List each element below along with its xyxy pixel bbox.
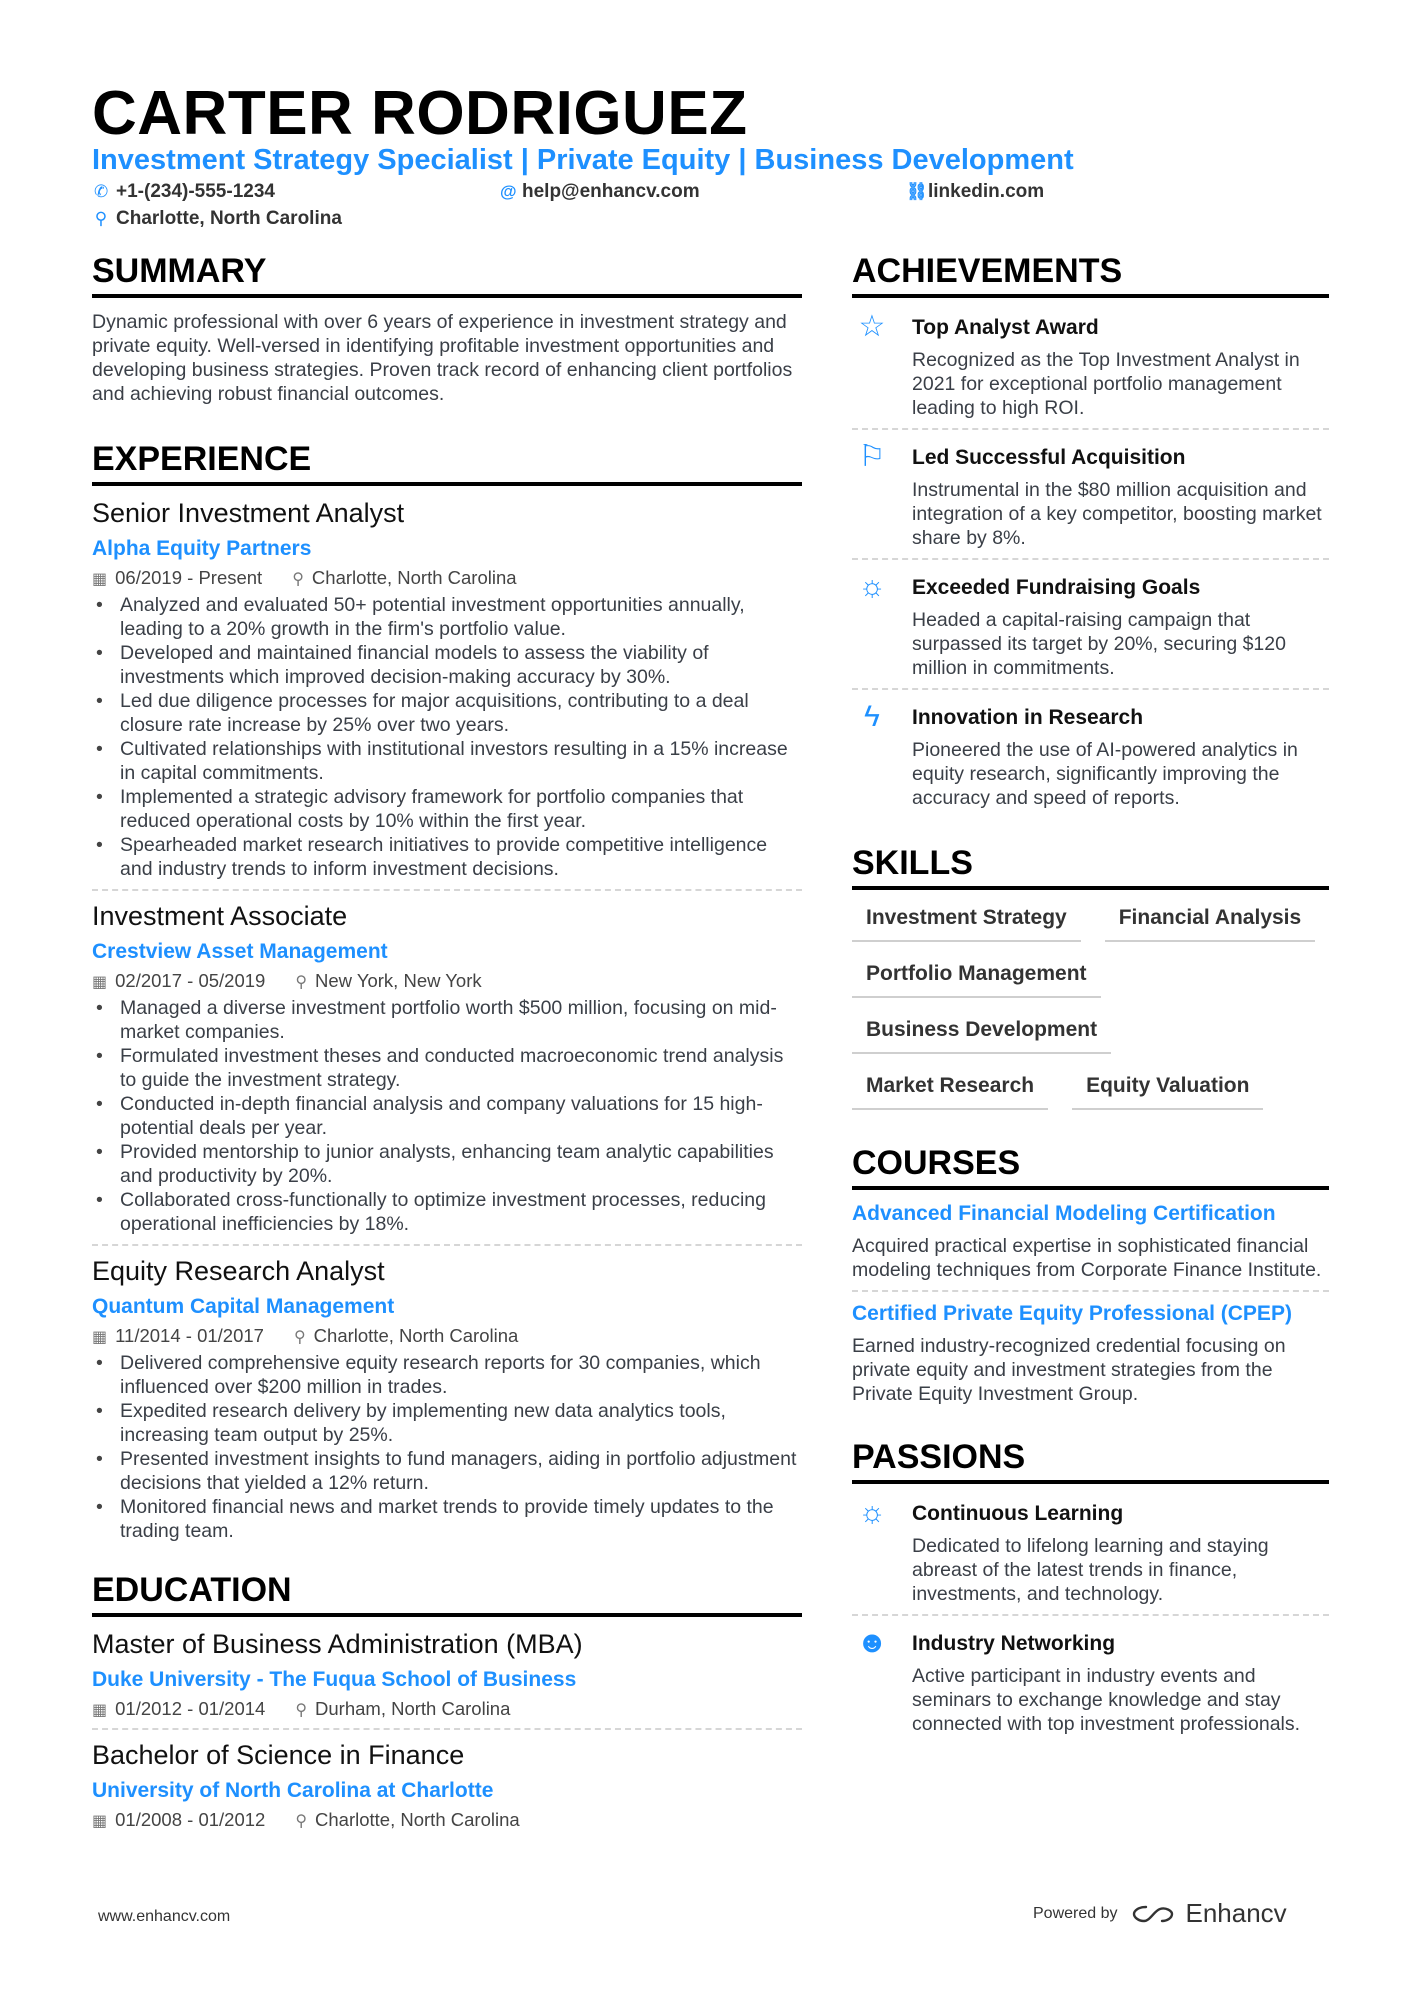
bullet-item: • Formulated investment theses and conducted macroeconomic trend analysis to guide the investment strategy.: [92, 1044, 802, 1092]
company-name: Crestview Asset Management: [92, 940, 388, 963]
footer-website[interactable]: www.enhancv.com: [98, 1908, 231, 1925]
skill-tag: Equity Valuation: [1072, 1070, 1263, 1110]
location-pin-icon: ⚲: [295, 1702, 308, 1719]
job-entry: [92, 901, 802, 1236]
divider: [92, 1728, 802, 1730]
job-bullets: [92, 1351, 802, 1543]
star-icon: ☆: [858, 310, 886, 343]
linkedin-text[interactable]: linkedin.com: [928, 181, 1045, 202]
phone-icon: ✆: [94, 182, 109, 201]
candidate-name: CARTER RODRIGUEZ: [92, 79, 748, 148]
phone-text: +1-(234)-555-1234: [116, 181, 275, 202]
lightning-icon: ϟ: [864, 700, 880, 733]
bullet-item: • Led due diligence processes for major acquisitions, contributing to a deal closure rate increase by 25% over two years.: [92, 689, 802, 737]
tagline: Investment Strategy Specialist | Private Equity | Business Development: [92, 144, 1074, 176]
divider: [92, 889, 802, 891]
education-location: Durham, North Carolina: [315, 1698, 511, 1719]
location-pin-icon: ⚲: [293, 1329, 306, 1346]
powered-by-label: Powered by: [1033, 1904, 1118, 1922]
calendar-icon: ▦: [92, 1702, 108, 1719]
skills-heading: SKILLS: [852, 844, 1329, 890]
location-pin-icon: ⚲: [295, 974, 308, 991]
course-title: Certified Private Equity Professional (CPEP): [852, 1302, 1292, 1325]
bullet-item: • Monitored financial news and market trends to provide timely updates to the trading team.: [92, 1495, 802, 1543]
education-meta: [92, 1698, 802, 1720]
achievements-heading: ACHIEVEMENTS: [852, 252, 1329, 298]
job-dates: 11/2014 - 01/2017: [115, 1325, 264, 1346]
passion-desc: Active participant in industry events and seminars to exchange knowledge and stay connected with top investment professionals.: [912, 1665, 1301, 1735]
contact-location: [94, 208, 342, 230]
achievement-title: Innovation in Research: [912, 706, 1144, 729]
passion-title: Continuous Learning: [912, 1502, 1124, 1525]
education-dates: 01/2008 - 01/2012: [115, 1809, 266, 1830]
job-title: Investment Associate: [92, 901, 348, 931]
bullet-item: • Conducted in-depth financial analysis and company valuations for 15 high-potential deals per year.: [92, 1092, 802, 1140]
job-meta: [92, 1325, 802, 1347]
passion-item: [852, 1496, 1329, 1606]
experience-heading: EXPERIENCE: [92, 440, 802, 486]
summary-heading: SUMMARY: [92, 252, 802, 298]
degree-title: Master of Business Administration (MBA): [92, 1629, 583, 1659]
divider: [852, 558, 1329, 560]
flag-icon: ⚐: [858, 440, 886, 473]
achievement-item: [852, 700, 1329, 810]
achievement-desc: Pioneered the use of AI-powered analytics in equity research, significantly improving the accuracy and speed of reports.: [912, 739, 1298, 809]
achievement-title: Exceeded Fundraising Goals: [912, 576, 1201, 599]
brand-name: Enhancv: [1185, 1898, 1287, 1928]
skills-list: [852, 902, 1329, 1110]
course-title: Advanced Financial Modeling Certification: [852, 1202, 1276, 1225]
at-icon: @: [500, 182, 517, 201]
divider: [852, 1614, 1329, 1616]
achievement-title: Led Successful Acquisition: [912, 446, 1186, 469]
bullet-item: • Expedited research delivery by implementing new data analytics tools, increasing team output by 25%.: [92, 1399, 802, 1447]
skill-tag: Financial Analysis: [1105, 902, 1315, 942]
achievement-item: [852, 310, 1329, 420]
education-entry: [92, 1740, 802, 1831]
right-column: [852, 252, 1329, 1736]
email-text[interactable]: help@enhancv.com: [522, 181, 700, 202]
education-heading: EDUCATION: [92, 1571, 802, 1617]
lightbulb-icon: ☼: [858, 1496, 886, 1529]
education-dates: 01/2012 - 01/2014: [115, 1698, 266, 1719]
achievement-item: [852, 440, 1329, 550]
job-bullets: [92, 593, 802, 881]
bullet-item: • Delivered comprehensive equity research reports for 30 companies, which influenced over $200 million in trades.: [92, 1351, 802, 1399]
course-item: [852, 1202, 1329, 1282]
bullet-item: • Managed a diverse investment portfolio worth $500 million, focusing on mid-market companies.: [92, 996, 802, 1044]
job-location: Charlotte, North Carolina: [313, 1325, 519, 1346]
location-pin-icon: ⚲: [292, 571, 304, 588]
education-location: Charlotte, North Carolina: [315, 1809, 520, 1830]
skill-tag: Investment Strategy: [852, 902, 1081, 942]
calendar-icon: ▦: [92, 1329, 108, 1346]
degree-title: Bachelor of Science in Finance: [92, 1740, 465, 1770]
bullet-item: • Collaborated cross-functionally to optimize investment processes, reducing operational inefficiencies by 18%.: [92, 1188, 802, 1236]
job-title: Senior Investment Analyst: [92, 498, 405, 528]
divider: [852, 428, 1329, 430]
location-pin-icon: ⚲: [94, 209, 108, 228]
calendar-icon: ▦: [92, 571, 108, 588]
bullet-item: • Spearheaded market research initiatives to provide competitive intelligence and industry trends to inform investment decisions.: [92, 833, 802, 881]
lightbulb-icon: ☼: [858, 570, 886, 603]
link-icon: ⛓: [906, 182, 928, 201]
education-meta: [92, 1809, 802, 1831]
divider: [852, 1290, 1329, 1292]
enhancv-logo-icon: [1132, 1903, 1178, 1925]
skill-tag: Market Research: [852, 1070, 1048, 1110]
company-name: Quantum Capital Management: [92, 1295, 395, 1318]
summary-text: Dynamic professional with over 6 years of experience in investment strategy and private equity. Well-versed in identifying profitable investment opportunities and developing business strategies. Proven track record of enhancing client portfolios and achieving robust financial outcomes.: [92, 311, 793, 405]
contact-linkedin[interactable]: [906, 181, 1044, 203]
bullet-item: • Developed and maintained financial models to assess the viability of investments which improved decision-making accuracy by 30%.: [92, 641, 802, 689]
bullet-item: • Provided mentorship to junior analysts, enhancing team analytic capabilities and productivity by 20%.: [92, 1140, 802, 1188]
school-name: University of North Carolina at Charlotte: [92, 1779, 494, 1802]
contact-phone: [94, 181, 275, 203]
job-meta: [92, 970, 802, 992]
job-bullets: [92, 996, 802, 1236]
achievement-desc: Headed a capital-raising campaign that surpassed its target by 20%, securing $120 million in commitments.: [912, 609, 1286, 679]
achievement-item: [852, 570, 1329, 680]
job-dates: 06/2019 - Present: [115, 567, 263, 588]
footer-branding: [1033, 1898, 1287, 1929]
bullet-item: • Cultivated relationships with institutional investors resulting in a 15% increase in capital commitments.: [92, 737, 802, 785]
passion-title: Industry Networking: [912, 1632, 1116, 1655]
calendar-icon: ▦: [92, 1813, 108, 1830]
job-title: Equity Research Analyst: [92, 1256, 385, 1286]
achievement-desc: Instrumental in the $80 million acquisition and integration of a key competitor, boosting market share by 8%.: [912, 479, 1322, 549]
head-icon: ☻: [856, 1626, 888, 1659]
education-entry: [92, 1629, 802, 1720]
skill-tag: Business Development: [852, 1014, 1111, 1054]
divider: [852, 688, 1329, 690]
company-name: Alpha Equity Partners: [92, 537, 312, 560]
enhancv-logo[interactable]: [1132, 1898, 1287, 1929]
bullet-item: • Analyzed and evaluated 50+ potential investment opportunities annually, leading to a 20% growth in the firm's portfolio value.: [92, 593, 802, 641]
left-column: [92, 252, 802, 1831]
bullet-item: • Presented investment insights to fund managers, aiding in portfolio adjustment decisions that yielded a 12% return.: [92, 1447, 802, 1495]
job-meta: [92, 567, 802, 589]
passion-desc: Dedicated to lifelong learning and staying abreast of the latest trends in finance, investments, and technology.: [912, 1535, 1269, 1605]
job-dates: 02/2017 - 05/2019: [115, 970, 266, 991]
course-desc: Acquired practical expertise in sophisticated financial modeling techniques from Corporate Finance Institute.: [852, 1235, 1322, 1281]
contact-email[interactable]: [500, 181, 700, 203]
courses-heading: COURSES: [852, 1144, 1329, 1190]
job-entry: [92, 498, 802, 881]
location-text: Charlotte, North Carolina: [116, 208, 342, 229]
skill-tag: Portfolio Management: [852, 958, 1101, 998]
job-location: New York, New York: [315, 970, 482, 991]
passion-item: [852, 1626, 1329, 1736]
job-entry: [92, 1256, 802, 1543]
course-item: [852, 1302, 1329, 1406]
school-name: Duke University - The Fuqua School of Business: [92, 1668, 577, 1691]
location-pin-icon: ⚲: [295, 1813, 308, 1830]
course-desc: Earned industry-recognized credential focusing on private equity and investment strategies from the Private Equity Investment Group.: [852, 1335, 1286, 1405]
passions-heading: PASSIONS: [852, 1438, 1329, 1484]
divider: [92, 1244, 802, 1246]
bullet-item: • Implemented a strategic advisory framework for portfolio companies that reduced operational costs by 10% within the first year.: [92, 785, 802, 833]
job-location: Charlotte, North Carolina: [311, 567, 517, 588]
achievement-title: Top Analyst Award: [912, 316, 1099, 339]
achievement-desc: Recognized as the Top Investment Analyst in 2021 for exceptional portfolio management leading to high ROI.: [912, 349, 1300, 419]
calendar-icon: ▦: [92, 974, 108, 991]
